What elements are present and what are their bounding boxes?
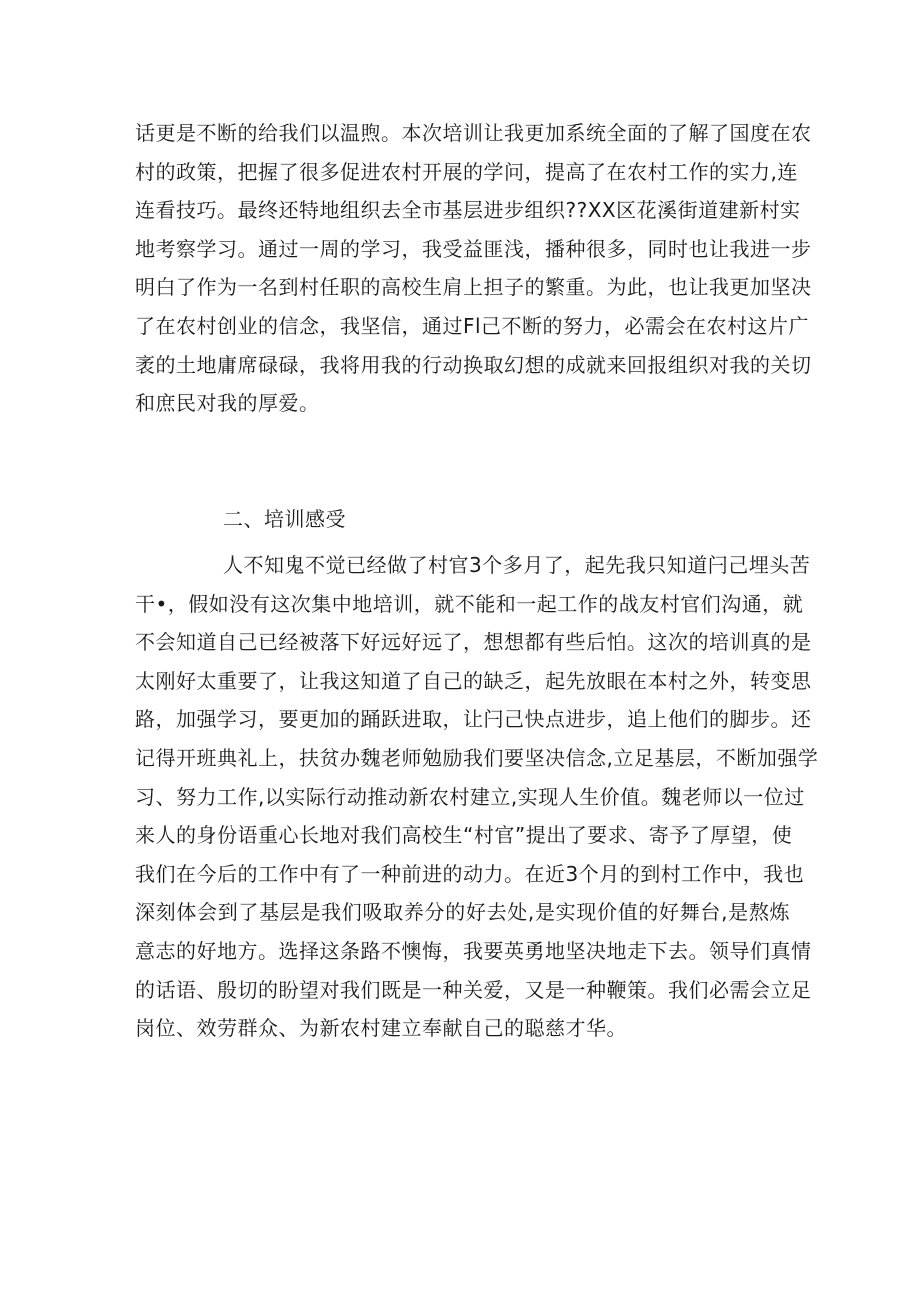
text-line: 村的政策，把握了很多促进农村开展的学问，提高了在农村工作的实力,连	[135, 159, 798, 184]
section-heading: 二、培训感受	[223, 507, 346, 531]
text-line: 来人的身份语重心长地对我们高校生“村官”提出了要求、寄予了厚望，使	[135, 823, 793, 848]
text-line: 路，加强学习，要更加的踊跃进取，让闩己快点进步，追上他们的脚步。还	[135, 707, 812, 732]
text-line: 地考察学习。通过一周的学习，我受益匪浅，播种很多，同时也让我进一步	[135, 236, 812, 261]
text-line: 话更是不断的给我们以温煦。本次培训让我更加系统全面的了解了国度在农	[135, 121, 812, 145]
paragraph-training-feelings	[135, 546, 819, 1048]
text-line: 和庶民对我的厚爱。	[135, 391, 320, 416]
text-line: 连看技巧。最终还特地组织去全市基层进步组织??XX区花溪街道建新村实	[135, 198, 801, 223]
text-line: 袤的土地庸席碌碌，我将用我的行动换取幻想的成就来回报组织对我的关切	[135, 352, 812, 377]
text-line: 干•，假如没有这次集中地培训，就不能和一起工作的战友村官们沟通，就	[135, 591, 804, 616]
text-line: 明白了作为一名到村任职的高校生肩上担子的繁重。为此，也让我更加坚决	[135, 275, 812, 300]
text-line: 岗位、效劳群众、为新农村建立奉献自己的聪慈才华。	[135, 1016, 627, 1041]
text-line: 太刚好太重要了，让我这知道了自己的缺乏，起先放眼在本村之外，转变思	[135, 668, 812, 693]
text-line: 的话语、殷切的盼望对我们既是一种关爱，又是一种鞭策。我们必需会立足	[135, 977, 812, 1002]
text-line: 习、努力工作,以实际行动推动新农村建立,实现人生价值。魏老师以一位过	[135, 784, 805, 809]
section-heading-block	[135, 500, 790, 539]
text-line: 意志的好地方。选择这条路不懊悔，我要英勇地坚决地走下去。领导们真情	[135, 938, 812, 963]
text-line: 我们在今后的工作中有了一种前进的动力。在近3个月的到村工作中，我也	[135, 861, 805, 886]
text-line: 不会知道自己已经被落下好远好远了，想想都有些后怕。这次的培训真的是	[135, 630, 812, 655]
text-line: 了在农村创业的信念，我坚信，通过Fl己不断的努力，必需会在农村这片广	[135, 313, 810, 338]
text-line: 深刻体会到了基层是我们吸取养分的好去处,是实现价值的好舞台,是熬炼	[135, 900, 790, 925]
text-line: 人不知鬼不觉已经做了村官3个多月了，起先我只知道闩己埋头苦	[223, 553, 811, 577]
paragraph-training-summary	[135, 114, 812, 423]
text-line: 记得开班典礼上，扶贫办魏老师勉励我们要坚决信念,立足基层，不断加强学	[135, 745, 819, 770]
